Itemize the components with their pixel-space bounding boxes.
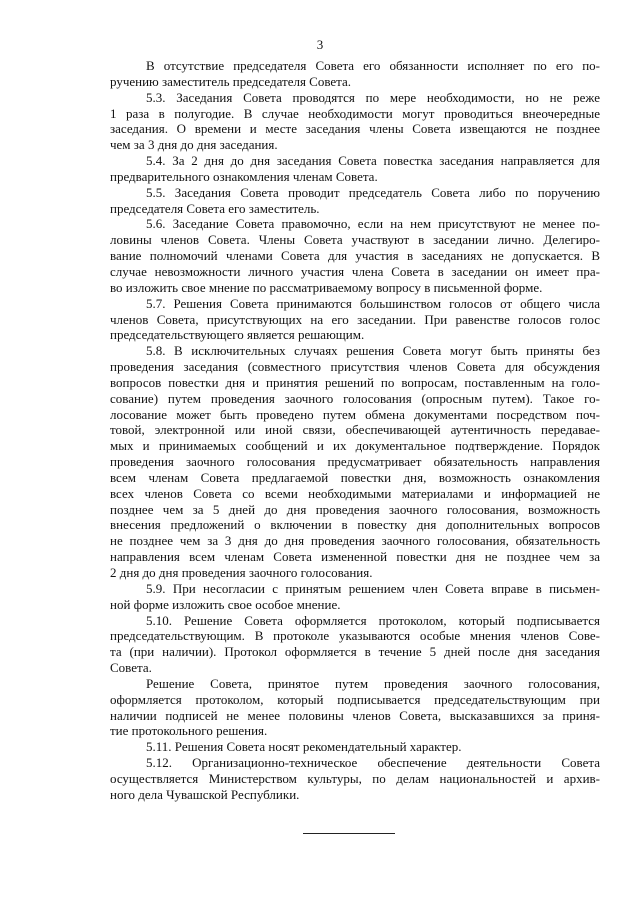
text-line: вание полномочий членами Совета для участия в заседаниях не допускается. В	[110, 248, 600, 264]
text-line: проведения заочного голосования предусматривает обязательность направления	[110, 454, 600, 470]
paragraph	[0, 343, 640, 581]
text-line: не позднее чем за 3 дня до дня проведения заочного голосования, обязательность	[110, 533, 600, 549]
text-line: 1 раза в полугодие. В случае необходимости могут проводиться внеочередные	[110, 105, 600, 121]
text-line: председательствующим. В протоколе указываются особые мнения членов Сове-	[110, 628, 600, 644]
text-line: наличии подписей не менее половины членов Совета, высказавшихся за приня-	[110, 707, 600, 723]
document-body	[0, 58, 640, 803]
text-line: лосование может быть проведено путем обмена документами посредством поч-	[110, 406, 600, 422]
text-line: осуществляется Министерством культуры, по делам национальностей и архив-	[110, 770, 600, 786]
text-line: 5.3. Заседания Совета проводятся по мере необходимости, но не реже	[146, 89, 600, 105]
text-line: ного дела Чувашской Республики.	[110, 786, 300, 802]
text-line: В отсутствие председателя Совета его обязанности исполняет по его по-	[146, 58, 600, 73]
text-line: Решение Совета, принятое путем проведения заочного голосования,	[146, 675, 600, 691]
text-line: мых и принимаемых сообщений и их документальное подтверждение. Порядок	[110, 438, 600, 454]
text-line: 5.7. Решения Совета принимаются большинством голосов от общего числа	[146, 295, 600, 311]
text-line: 5.8. В исключительных случаях решения Совета могут быть приняты без	[146, 343, 600, 359]
paragraph	[0, 739, 640, 755]
text-line: 5.10. Решение Совета оформляется протоколом, который подписывается	[146, 612, 600, 628]
text-line: 5.9. При несогласии с принятым решением член Совета вправе в письмен-	[146, 580, 600, 596]
text-line: предварительного ознакомления членам Совета.	[110, 168, 378, 184]
text-line: та (при наличии). Протокол оформляется в течение 5 дней после дня заседания	[110, 644, 600, 660]
text-line: председательствующего является решающим.	[110, 327, 365, 343]
text-line: внесения предложений о включении в повестку дня дополнительных вопросов	[110, 517, 600, 533]
text-line: всем членам Совета предлагаемой повестки дня, возможность ознакомления	[110, 469, 600, 485]
paragraph	[0, 676, 640, 739]
text-line: 5.5. Заседания Совета проводит председатель Совета либо по поручению	[146, 184, 600, 200]
text-line: ловины членов Совета. Члены Совета участвуют в заседании лично. Делегиро-	[110, 232, 600, 248]
text-line: сование) путем проведения заочного голосования (опросным путем). Такое го-	[110, 390, 600, 406]
text-line: председателя Совета его заместитель.	[110, 200, 320, 216]
text-line: позднее чем за 5 дней до дня проведения заочного голосования, возможность	[110, 501, 600, 517]
text-line: 5.4. За 2 дня до дня заседания Совета повестка заседания направляется для	[146, 153, 600, 169]
text-line: случае невозможности личного участия члена Совета в заседании он имеет пра-	[110, 263, 600, 279]
text-line: проведения заседания (совместного присутствия членов Совета для обсуждения	[110, 359, 600, 375]
paragraph	[0, 296, 640, 344]
paragraph	[0, 216, 640, 295]
paragraph	[0, 90, 640, 153]
text-line: 5.12. Организационно-техническое обеспечение деятельности Совета	[146, 755, 600, 771]
text-line: ной форме изложить свое особое мнение.	[110, 596, 341, 612]
text-line: вопросов повестки дня и принятия решений по вопросам, поставленным на голо-	[110, 374, 600, 390]
text-line: тие протокольного решения.	[110, 723, 268, 739]
paragraph	[0, 755, 640, 803]
text-line: 5.6. Заседание Совета правомочно, если на нем присутствуют не менее по-	[146, 216, 600, 232]
text-line: 5.11. Решения Совета носят рекомендательный характер.	[146, 739, 462, 755]
paragraph	[0, 153, 640, 185]
text-line: чем за 3 дня до дня заседания.	[110, 137, 278, 153]
text-line: ручению заместитель председателя Совета.	[110, 73, 352, 89]
text-line: всех членов Совета со всеми необходимыми материалами и информацией не	[110, 485, 600, 501]
text-line: 2 дня до дня проведения заочного голосования.	[110, 565, 373, 580]
text-line: членов Совета, присутствующих на его заседании. При равенстве голосов голос	[110, 311, 600, 327]
text-line: Совета.	[110, 660, 152, 676]
end-separator-line	[303, 833, 395, 834]
paragraph	[0, 613, 640, 676]
text-line: направления всем членам Совета измененной повестки дня не позднее чем за	[110, 549, 600, 565]
paragraph	[0, 58, 640, 90]
text-line: во изложить свое мнение по рассматриваемому вопросу в письменной форме.	[110, 279, 543, 295]
text-line: заседания. О времени и месте заседания члены Совета извещаются не позднее	[110, 121, 600, 137]
page-number: 3	[316, 37, 324, 52]
paragraph	[0, 581, 640, 613]
text-line: оформляется протоколом, который подписывается председательствующим при	[110, 691, 600, 707]
text-line: товой, электронной или иной связи, обеспечивающей аутентичность передавае-	[110, 422, 600, 438]
paragraph	[0, 185, 640, 217]
